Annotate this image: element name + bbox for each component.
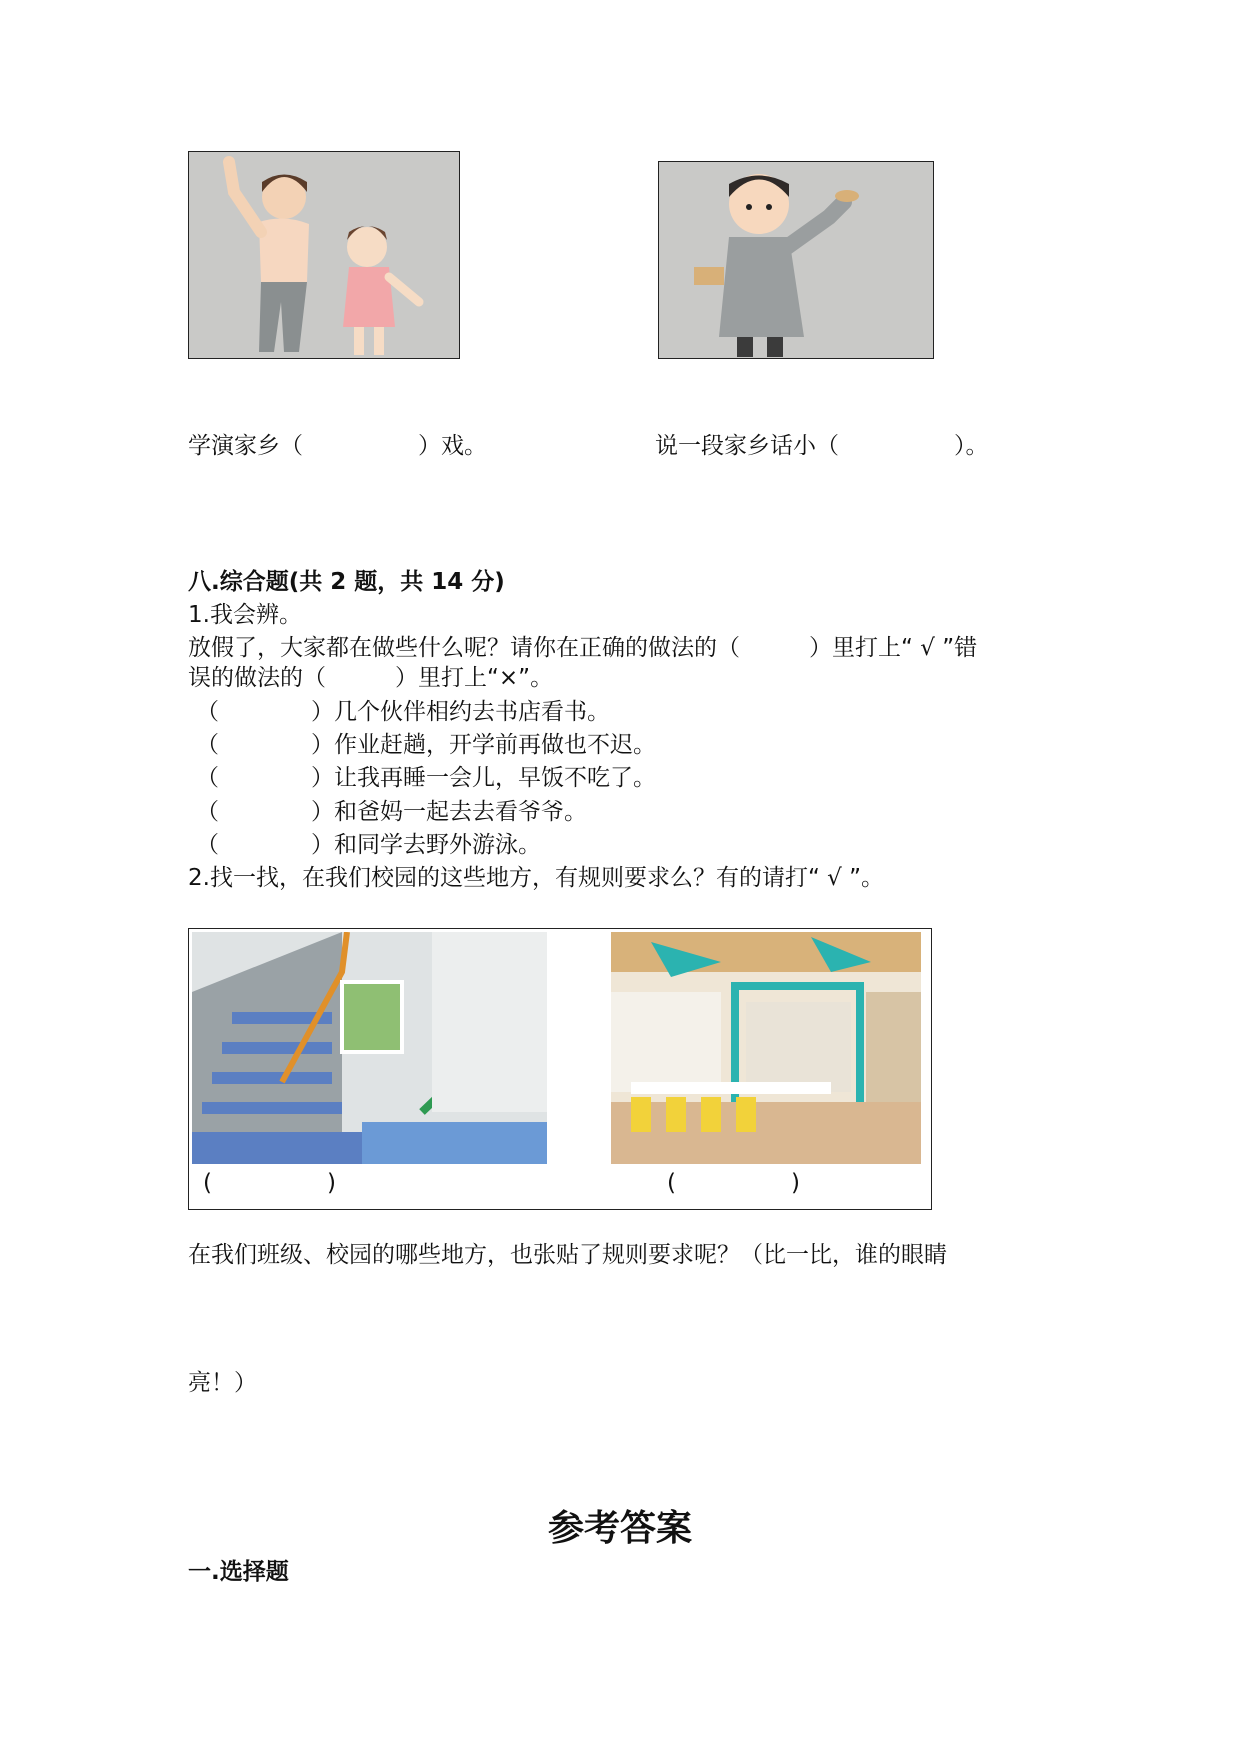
question-2-title: 2.找一找，在我们校园的这些地方，有规则要求么？有的请打“ √ ”。 [188,865,885,891]
boy-illustration-art [659,162,933,358]
campus-photos-frame [188,928,932,1210]
fill-blank-dialect: 说一段家乡话小（ ）。 [655,433,989,459]
list-item: （ ）几个伙伴相约去书店看书。 [196,699,610,725]
dancing-illustration-art [189,152,459,358]
list-item: （ ）让我再睡一会儿，早饭不吃了。 [196,765,656,791]
answers-section-heading: 一.选择题 [188,1559,289,1585]
fill-blank-opera: 学演家乡（ ）戏。 [188,433,487,459]
dancing-illustration [188,151,460,359]
staircase-photo [192,932,547,1164]
question-1-instruction-cont: 误的做法的（ ）里打上“×”。 [188,665,554,691]
list-item: （ ）和同学去野外游泳。 [196,832,541,858]
question-1-instruction: 放假了，大家都在做些什么呢？请你在正确的做法的（ ）里打上“ √ ”错 [188,635,978,661]
list-item: （ ）作业赶趟，开学前再做也不迟。 [196,732,656,758]
question-2-followup: 在我们班级、校园的哪些地方，也张贴了规则要求呢？（比一比，谁的眼睛 [188,1242,947,1268]
library-photo [611,932,921,1164]
question-1-title: 1.我会辨。 [188,602,302,628]
library-answer-parens: ( ) [667,1170,800,1196]
staircase-answer-parens: ( ) [203,1170,336,1196]
section-heading: 八.综合题(共 2 题，共 14 分) [188,569,505,595]
list-item: （ ）和爸妈一起去去看爷爷。 [196,799,587,825]
boy-illustration [658,161,934,359]
answers-title: 参考答案 [547,1508,692,1549]
question-2-followup-cont: 亮！） [188,1370,257,1396]
